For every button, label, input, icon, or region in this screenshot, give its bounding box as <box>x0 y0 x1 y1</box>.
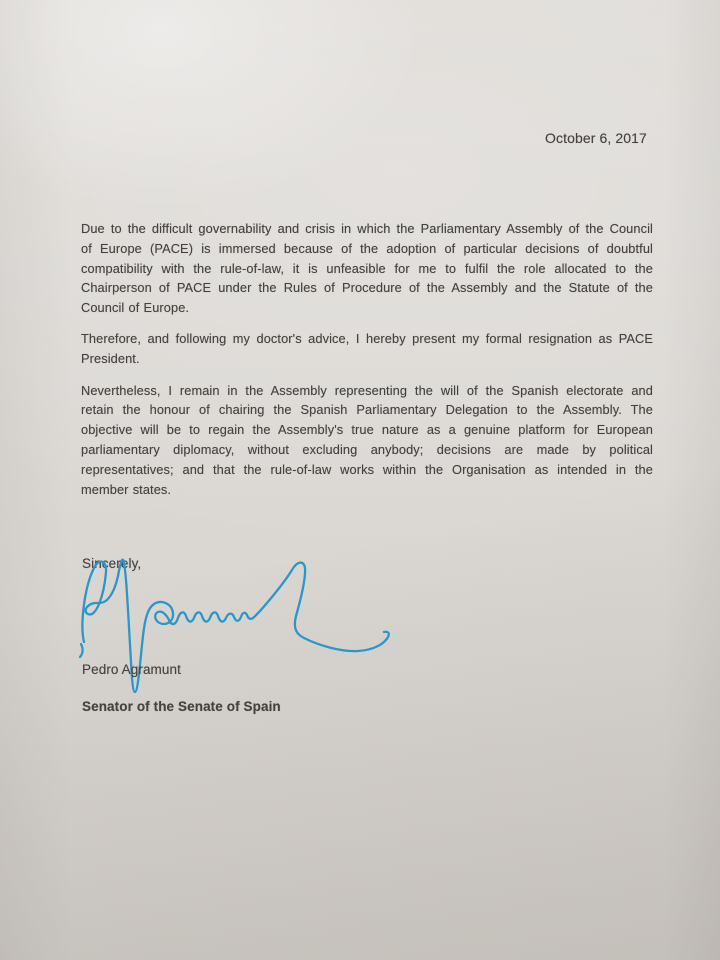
signer-title: Senator of the Senate of Spain <box>82 699 281 714</box>
letter-line: President. <box>81 351 140 367</box>
closing-text: Sincerely, <box>82 556 142 571</box>
signature-tick-stroke <box>80 644 83 657</box>
letter-line: representatives; and that the rule-of-law works within the Organisation as intended in the <box>81 461 653 477</box>
paragraph-3 <box>81 381 653 500</box>
letter-line: compatibility with the rule-of-law, it is unfeasible for me to fulfil the role allocated to the <box>81 260 653 276</box>
paragraph-2 <box>81 329 653 369</box>
letter-line: Council of Europe. <box>81 300 190 316</box>
letter-line: objective will be to regain the Assembly's true nature as a genuine platform for European <box>81 422 653 438</box>
letter-line: retain the honour of chairing the Spanish Parliamentary Delegation to the Assembly. The <box>81 402 653 418</box>
paragraph-1 <box>81 219 653 318</box>
handwritten-signature-icon <box>70 552 400 702</box>
letter-line: parliamentary diplomacy, without excluding anybody; decisions are made by political <box>81 441 653 457</box>
letter-date: October 6, 2017 <box>545 130 647 146</box>
signer-name: Pedro Agramunt <box>82 662 181 677</box>
letter-line: member states. <box>81 481 172 497</box>
letter-line: Chairperson of PACE under the Rules of Procedure of the Assembly and the Statute of the <box>81 280 653 296</box>
letter-line: Nevertheless, I remain in the Assembly representing the will of the Spanish electorate and <box>81 382 653 398</box>
letter-line: Due to the difficult governability and crisis in which the Parliamentary Assembly of the Council <box>81 221 653 236</box>
letter-body <box>81 219 653 499</box>
letter-line: of Europe (PACE) is immersed because of the adoption of particular decisions of doubtful <box>81 240 653 256</box>
letter-line: Therefore, and following my doctor's advice, I hereby present my formal resignation as PACE <box>81 331 653 347</box>
